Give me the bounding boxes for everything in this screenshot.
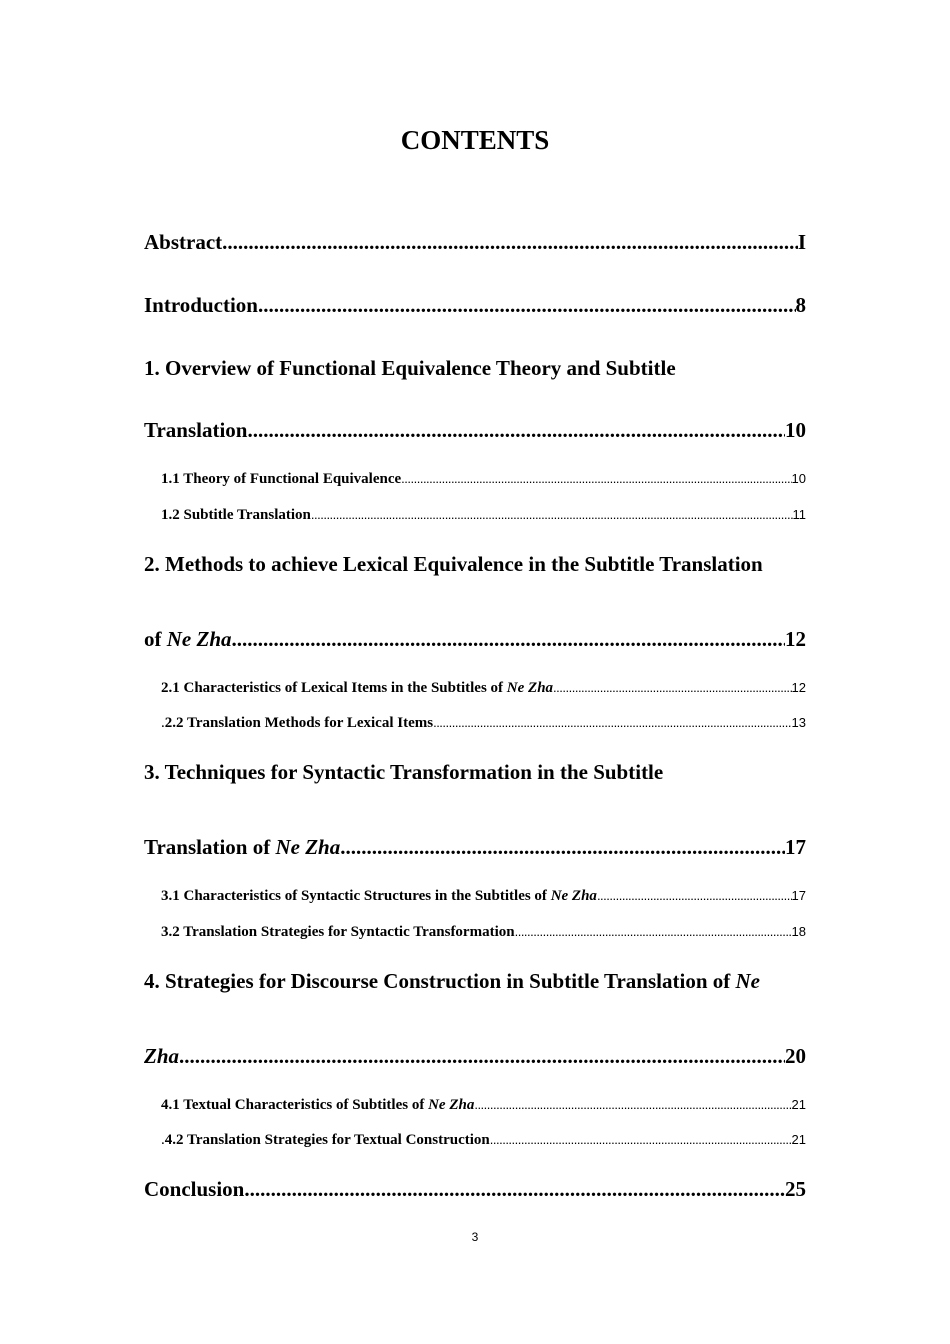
toc-leader — [244, 1175, 785, 1203]
toc-label: .4.2 Translation Strategies for Textual Construction — [161, 1132, 490, 1148]
toc-label: 4.1 Textual Characteristics of Subtitles of Ne Zha — [161, 1097, 475, 1113]
toc-leader — [179, 1042, 785, 1070]
toc-leader — [553, 678, 791, 698]
toc-entry-chapter-4[interactable] — [144, 1042, 806, 1070]
toc-label: 3.2 Translation Strategies for Syntactic Transformation — [161, 924, 515, 940]
toc-leader — [490, 1130, 792, 1150]
toc-leader — [232, 625, 786, 653]
toc-entry-1-1[interactable] — [161, 469, 806, 489]
toc-page-number: 21 — [791, 1132, 806, 1147]
toc-leader — [597, 886, 792, 906]
toc-page-number: 12 — [785, 627, 806, 651]
toc-page-number: 17 — [791, 888, 806, 903]
toc-entry-abstract[interactable] — [144, 228, 806, 256]
toc-entry-3-2[interactable] — [161, 922, 806, 942]
toc-entry-2-1[interactable] — [161, 678, 806, 698]
toc-entry-1-2[interactable] — [161, 505, 806, 525]
toc-leader — [474, 1095, 791, 1115]
toc-label: Translation — [144, 418, 248, 442]
toc-entry-4-1[interactable] — [161, 1095, 806, 1115]
toc-label: 1.2 Subtitle Translation — [161, 507, 311, 523]
toc-page-number: 20 — [785, 1044, 806, 1068]
toc-leader — [340, 833, 785, 861]
toc-entry-conclusion[interactable] — [144, 1175, 806, 1203]
toc-leader — [258, 291, 796, 319]
toc-page-number: 10 — [791, 471, 806, 486]
toc-label: Conclusion — [144, 1177, 245, 1201]
toc-label: .2.2 Translation Methods for Lexical Items — [161, 715, 434, 731]
toc-label: Translation of Ne Zha — [144, 835, 341, 859]
toc-label: 1.1 Theory of Functional Equivalence — [161, 471, 402, 487]
toc-page-number: 18 — [791, 924, 806, 939]
toc-entry-2-2[interactable] — [161, 713, 806, 733]
toc-page-number: 21 — [791, 1097, 806, 1112]
toc-label: 3.1 Characteristics of Syntactic Structures in the Subtitles of Ne Zha — [161, 888, 597, 904]
toc-entry-chapter-1[interactable] — [144, 416, 806, 444]
toc-label: Abstract — [144, 230, 223, 254]
toc-page-number: 10 — [785, 418, 806, 442]
toc-leader — [222, 228, 798, 256]
toc-page-number: 11 — [792, 507, 806, 522]
page-number-footer: 3 — [471, 1230, 479, 1244]
toc-leader — [433, 713, 791, 733]
toc-label: Introduction — [144, 293, 258, 317]
toc-label: 2.1 Characteristics of Lexical Items in the Subtitles of Ne Zha — [161, 680, 554, 696]
toc-page-number: 17 — [785, 835, 806, 859]
toc-page-number: 12 — [791, 680, 806, 695]
toc-entry-chapter-2[interactable] — [144, 625, 806, 653]
toc-page-number: 13 — [791, 715, 806, 730]
toc-page-number: I — [797, 230, 806, 254]
toc-entry-introduction[interactable] — [144, 291, 806, 319]
toc-label: Zha — [144, 1044, 180, 1068]
toc-chapter-4-line1[interactable]: 4. Strategies for Discourse Construction in Subtitle Translation of Ne — [144, 969, 760, 993]
toc-leader — [247, 416, 785, 444]
toc-page-number: 25 — [785, 1177, 806, 1201]
toc-entry-4-2[interactable] — [161, 1130, 806, 1150]
toc-entry-3-1[interactable] — [161, 886, 806, 906]
toc-page-number: 8 — [795, 293, 806, 317]
toc-leader — [515, 922, 792, 942]
toc-entry-chapter-3[interactable] — [144, 833, 806, 861]
page-title: CONTENTS — [400, 125, 550, 155]
toc-chapter-2-line1[interactable]: 2. Methods to achieve Lexical Equivalence in the Subtitle Translation — [144, 552, 763, 576]
toc-label: of Ne Zha — [144, 627, 232, 651]
toc-leader — [401, 469, 791, 489]
toc-chapter-3-line1[interactable]: 3. Techniques for Syntactic Transformation in the Subtitle — [144, 760, 664, 784]
toc-chapter-1-line1[interactable]: 1. Overview of Functional Equivalence Theory and Subtitle — [144, 356, 676, 380]
toc-leader — [311, 505, 793, 525]
